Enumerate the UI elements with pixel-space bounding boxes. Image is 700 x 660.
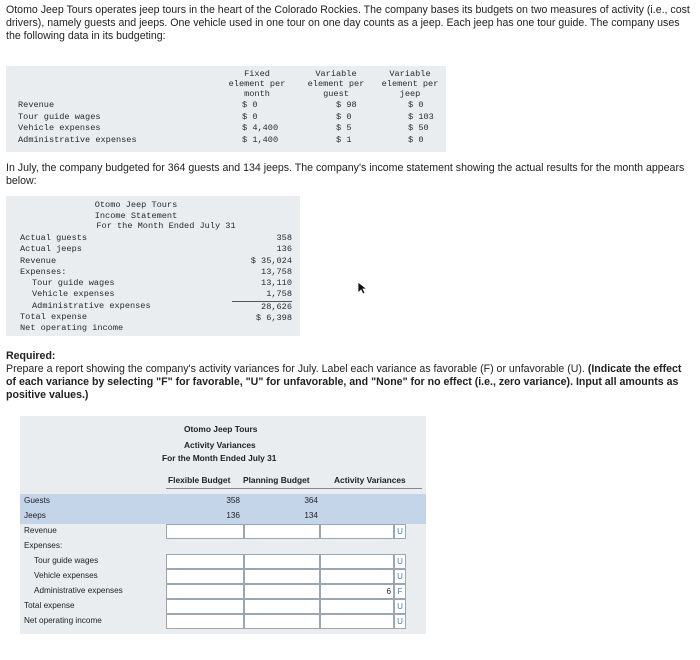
table-row <box>20 494 426 509</box>
row-label-vehicle-expenses: Vehicle expenses <box>34 571 98 580</box>
required-label: Required: <box>6 350 56 362</box>
budget-jeep-values: $ 0 $ 103 $ 50 $ 0 <box>408 100 434 145</box>
tour-wages-variance-input[interactable] <box>320 554 394 569</box>
vehicle-variance-input[interactable] <box>320 569 394 584</box>
income-statement-values: 358 136 $ 35,024 13,758 13,110 1,758 28,626 $ 6,398 <box>232 233 292 324</box>
header-variable-jeep: Variable element per jeep <box>381 69 439 99</box>
tour-wages-fu-select[interactable]: U <box>394 554 406 569</box>
budget-data-panel <box>6 66 446 152</box>
table-row <box>20 554 426 569</box>
jeeps-flex: 136 <box>226 511 240 520</box>
admin-fu-select[interactable]: F <box>394 584 406 599</box>
revenue-flex-input[interactable] <box>166 524 244 539</box>
required-instructions: (Indicate the effect of each variance by selecting "F" for favorable, "U" for unfavorable, and "None" for no effect (i.e., zero variance). Input all amounts as positive values.) <box>6 363 682 401</box>
header-fixed: Fixed element per month <box>228 69 286 99</box>
guests-plan: 364 <box>304 496 318 505</box>
tour-wages-plan-input[interactable] <box>244 554 320 569</box>
table-row <box>20 569 426 584</box>
noi-plan-input[interactable] <box>244 614 320 629</box>
row-label-revenue: Revenue <box>24 526 57 535</box>
col-planning-budget: Planning Budget <box>243 475 310 485</box>
revenue-fu-select[interactable]: U <box>394 524 406 539</box>
guests-flex: 358 <box>226 496 240 505</box>
mouse-cursor-icon <box>357 281 369 295</box>
table-row <box>20 524 426 539</box>
vehicle-flex-input[interactable] <box>166 569 244 584</box>
answer-title: Otomo Jeep Tours Activity Variances <box>184 424 258 450</box>
row-label-jeeps: Jeeps <box>24 511 46 520</box>
admin-plan-input[interactable] <box>244 584 320 599</box>
intro-text: Otomo Jeep Tours operates jeep tours in the heart of the Colorado Rockies. The company bases its budgets on two measures of activity (i.e., cost drivers), namely guests and jeeps. One vehicle used in one tour on one day counts as a jeep. Each jeep has one tour guide. The company uses the following data in its budgeting: <box>6 4 690 42</box>
budget-row-labels: Revenue Tour guide wages Vehicle expenses Administrative expenses <box>18 100 137 145</box>
income-statement-panel <box>6 196 300 336</box>
tour-wages-flex-input[interactable] <box>166 554 244 569</box>
jeeps-plan: 134 <box>304 511 318 520</box>
vehicle-fu-select[interactable]: U <box>394 569 406 584</box>
total-exp-plan-input[interactable] <box>244 599 320 614</box>
budget-guest-values: $ 98 $ 0 $ 5 $ 1 <box>336 100 357 145</box>
table-row <box>20 584 426 599</box>
row-label-total-expense: Total expense <box>24 601 75 610</box>
row-label-expenses: Expenses: <box>24 541 63 550</box>
row-label-tour-guide-wages: Tour guide wages <box>34 556 99 565</box>
total-exp-flex-input[interactable] <box>166 599 244 614</box>
answer-title-date: For the Month Ended July 31 <box>162 453 277 463</box>
income-statement-labels: Actual guests Actual jeeps Revenue Expenses: Tour guide wages Vehicle expenses Administrative expenses Total expense Net operating income <box>20 233 151 334</box>
table-row <box>20 539 426 554</box>
admin-flex-input[interactable] <box>166 584 244 599</box>
noi-fu-select[interactable]: U <box>394 614 406 629</box>
table-row <box>20 614 426 629</box>
revenue-variance-input[interactable] <box>320 524 394 539</box>
total-exp-fu-select[interactable]: U <box>394 599 406 614</box>
noi-variance-input[interactable] <box>320 614 394 629</box>
noi-flex-input[interactable] <box>166 614 244 629</box>
activity-variances-table <box>20 416 426 634</box>
revenue-plan-input[interactable] <box>244 524 320 539</box>
col-flexible-budget: Flexible Budget <box>168 475 231 485</box>
table-row <box>20 599 426 614</box>
header-divider <box>166 488 422 489</box>
july-text: In July, the company budgeted for 364 guests and 134 jeeps. The company's income statement showing the actual results for the month appears below: <box>6 162 685 187</box>
required-text: Prepare a report showing the company's activity variances for July. Label each variance as favorable (F) or unfavorable (U). <box>6 363 588 375</box>
required-section <box>6 350 686 402</box>
budget-fixed-values: $ 0 $ 0 $ 4,400 $ 1,400 <box>242 100 279 145</box>
admin-variance-input[interactable]: 6 <box>320 584 394 599</box>
header-variable-guest: Variable element per guest <box>307 69 365 99</box>
row-label-net-operating-income: Net operating income <box>24 616 102 625</box>
income-statement-title: Otomo Jeep Tours Income Statement For the Month Ended July 31 <box>94 200 236 231</box>
row-label-administrative-expenses: Administrative expenses <box>34 586 123 595</box>
table-row <box>20 509 426 524</box>
row-label-guests: Guests <box>24 496 50 505</box>
col-activity-variances: Activity Variances <box>334 475 406 485</box>
vehicle-plan-input[interactable] <box>244 569 320 584</box>
total-exp-variance-input[interactable] <box>320 599 394 614</box>
